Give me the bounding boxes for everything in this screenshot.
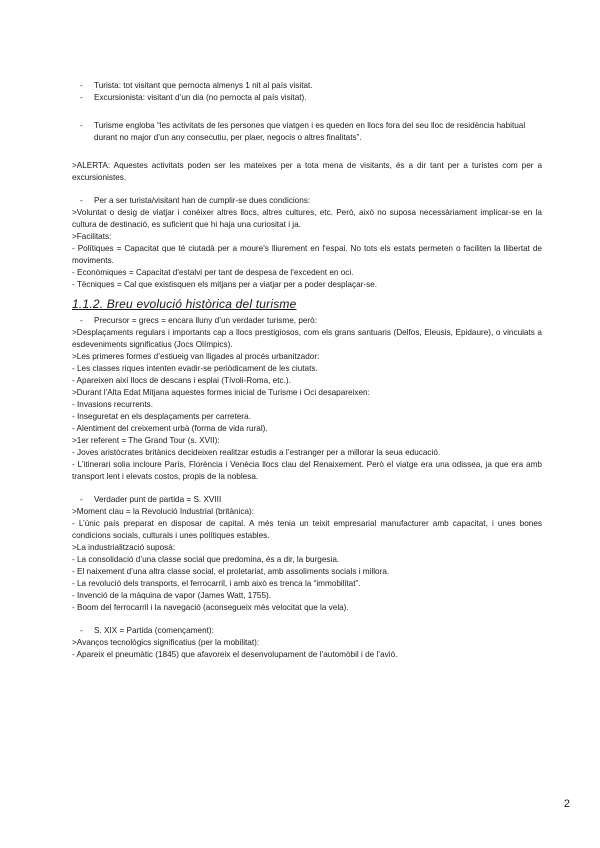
list-item: - Per a ser turista/visitant han de cumplir-se dues condicions:: [72, 195, 542, 207]
paragraph: - La revolució dels transports, el ferrocarril, i amb això es trenca la “immobilitat”.: [72, 579, 361, 588]
paragraph: - L’únic país preparat en disposar de capital. A més tenia un teixit empresarial manufacturer amb capacitat, i unes bones condicions socials, culturals i unes polítiques estables.: [72, 519, 542, 540]
paragraph: - Boom del ferrocarril i la navegació (aconsegueix més velocitat que la vela).: [72, 603, 349, 612]
paragraph: - Joves aristòcrates britànics decideixen realitzar estudis a l’estranger per a millorar la seua educació.: [72, 448, 441, 457]
alert-paragraph: >ALERTA: Aquestes activitats poden ser les mateixes per a tota mena de visitants, és a dir tant per a turistes com per a excursionistes.: [72, 161, 542, 182]
paragraph: >Durant l’Alta Edat Mitjana aquestes formes inicial de Turisme i Oci desapareixen:: [72, 388, 370, 397]
paragraph: - Polítiques = Capacitat que té ciutadà per a moure's lliurement en l'espai. No tots els estats permeten o faciliten la llibertat de moviments.: [72, 244, 542, 265]
paragraph: - Tècniques = Cal que existisquen els mitjans per a viatjar per a poder desplaçar-se.: [72, 280, 377, 289]
section-heading: 1.1.2. Breu evolució històrica del turisme: [72, 297, 297, 311]
list-item: - Verdader punt de partida = S. XVIII: [72, 494, 542, 506]
paragraph: >1er referent = The Grand Tour (s. XVII):: [72, 436, 220, 445]
paragraph: >La industrialització suposà:: [72, 543, 176, 552]
paragraph: - Invenció de la màquina de vapor (James Watt, 1755).: [72, 591, 272, 600]
paragraph: >Facilitats:: [72, 232, 112, 241]
paragraph: >Voluntat o desig de viatjar i conèixer altres llocs, altres cultures, etc. Però, això no suposa necessàriament implicar-se en la cultura de destinació, es suficient que hi haja una curiositat i ja.: [72, 208, 542, 229]
paragraph: - Inseguretat en els desplaçaments per carretera.: [72, 412, 251, 421]
paragraph: - Apareix el pneumàtic (1845) que afavoreix el desenvolupament de l’automòbil i de l’avió.: [72, 650, 398, 659]
paragraph: >Desplaçaments regulars i importants cap a llocs prestigiosos, com els grans santuaris (Delfos, Eleusis, Epidaure), o vinculats a esdeveniments significatius (Jocs Olímpics).: [72, 328, 542, 349]
list-item: - Turista: tot visitant que pernocta almenys 1 nit al país visitat.: [72, 80, 542, 92]
document-page: [72, 80, 542, 661]
page-number: 2: [563, 798, 570, 810]
paragraph: - La consolidació d’una classe social que predomina, és a dir, la burgesia.: [72, 555, 340, 564]
paragraph: - Apareixen així llocs de descans i esplai (Tívoli-Roma, etc.).: [72, 376, 291, 385]
list-item: - S. XIX = Partida (començament):: [72, 625, 542, 637]
paragraph: - Les classes riques intenten evadir-se periòdicament de les ciutats.: [72, 364, 318, 373]
paragraph: - Invasions recurrents.: [72, 400, 153, 409]
paragraph: >Les primeres formes d’estiueig van lligades al procés urbanitzador:: [72, 352, 320, 361]
paragraph: - L’itinerari solia incloure París, Florència i Venècia llocs clau del Renaixement. Però el viatge era una odissea, ja que era amb transport lent i elevats costos, propis de la noblesa.: [72, 460, 542, 481]
list-item: - Turisme engloba “les activitats de les persones que viatgen i es queden en llocs fora del seu lloc de residència habitual durant no major d’un any consecutiu, per plaer, negocis o altres finalitats”.: [72, 120, 542, 144]
paragraph: - Econòmiques = Capacitat d'estalvi per tant de despesa de l'excedent en oci.: [72, 268, 354, 277]
paragraph: >Avanços tecnològics significatius (per la mobilitat):: [72, 638, 260, 647]
paragraph: >Moment clau = la Revolució Industrial (britànica):: [72, 507, 255, 516]
paragraph: - El naixement d’una altra classe social, el proletariat, amb assoliments socials i millora.: [72, 567, 390, 576]
paragraph: - Alentiment del creixement urbà (forma de vida rural).: [72, 424, 268, 433]
list-item: - Excursionista: visitant d’un dia (no pernocta al país visitat).: [72, 92, 542, 104]
list-item: - Precursor = grecs = encara lluny d’un verdader turisme, però:: [72, 315, 542, 327]
